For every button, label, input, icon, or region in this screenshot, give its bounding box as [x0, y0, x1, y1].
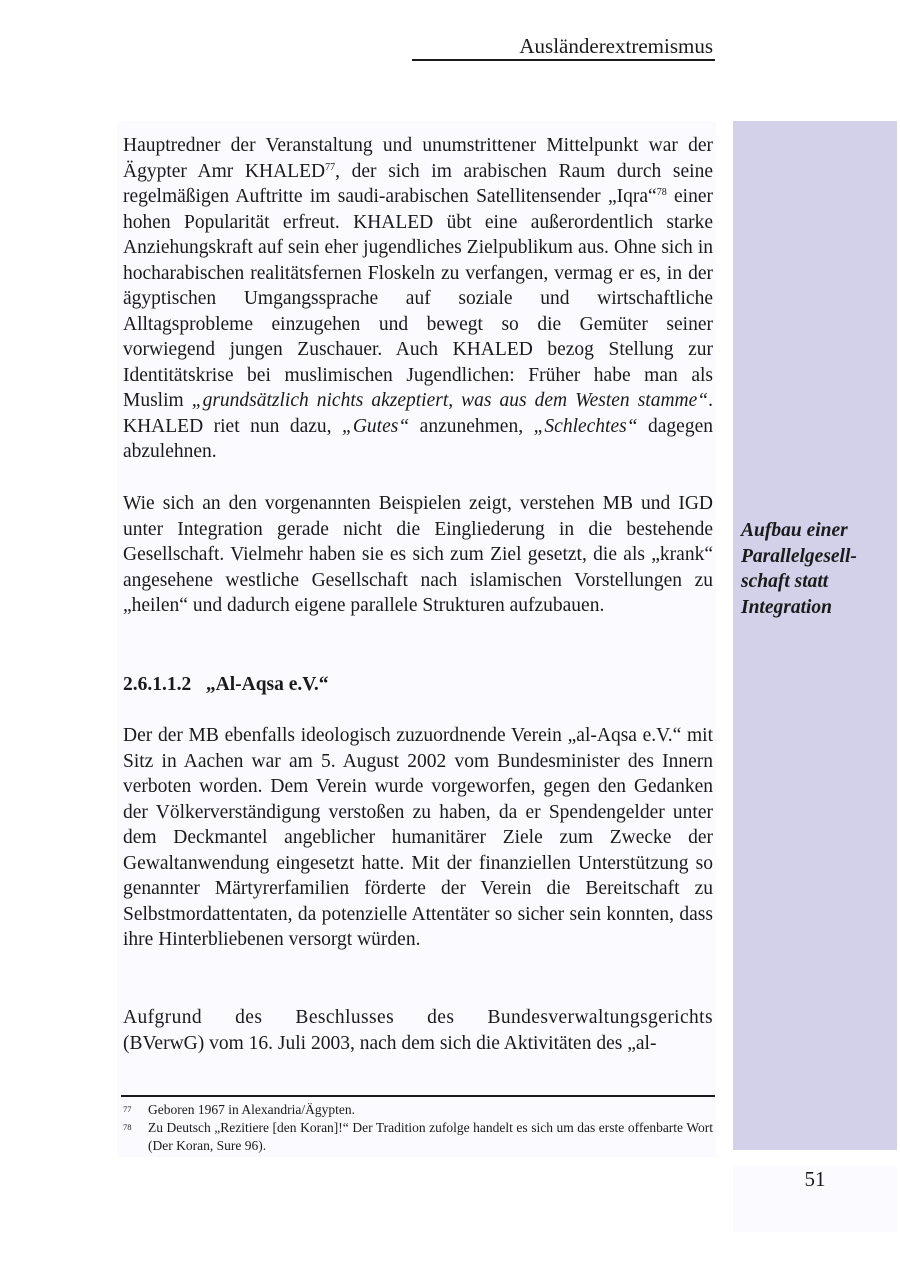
quote-italic: „Gutes“: [342, 415, 410, 437]
footnote-text: Geboren 1967 in Alexandria/Ägypten.: [148, 1102, 355, 1117]
footnote-rule: [121, 1095, 715, 1097]
paragraph-text: Hauptredner der Veranstaltung und unumstrittener Mittelpunkt war der Ägypter Amr KHALED: [123, 135, 713, 182]
paragraph-khaled: [123, 133, 713, 465]
paragraph-line: Aufgrund des Beschlusses des Bundesverwaltungsgerichts: [123, 1007, 713, 1028]
paragraph-text: . KHALED riet nun dazu,: [123, 390, 714, 437]
paragraph-al-aqsa: Der der MB ebenfalls ideologisch zuzuordnende Verein „al-Aqsa e.V.“ mit Sitz in Aachen war am 5. August 2002 vom Bundesminister des Innern verboten worden. Dem Verein wurde vorgeworfen, gegen den Gedanken der Völkerverständigung verstoßen zu haben, da er Spendengelder unter dem Deckmantel angeblicher humanitärer Ziele zum Zwecke der Gewaltanwendung eingesetzt hatte. Mit der finanziellen Unterstützung so genannter Märtyrerfamilien förderte der Verein die Bereitschaft zu Selbstmordattentaten, da potenzielle Attentäter so sicher sein konnten, dass ihre Hinterbliebenen versorgt würden.: [123, 725, 713, 950]
paragraph-line: (BVerwG) vom 16. Juli 2003, nach dem sich die Aktivitäten des „al-: [123, 1032, 657, 1054]
footnote-mark: 77: [123, 1104, 132, 1114]
paragraph-text: einer hohen Popularität erfreut. KHALED übt eine außerordentlich starke Anziehungskraft auf sein eher jugendliches Zielpublikum aus. Ohne sich in hocharabischen realitätsfernen Floskeln zu verfangen, vermag er es, in der ägyptischen Umgangssprache auf soziale und wirtschaftliche Alltagsprobleme einzugehen und bewegt so die Gemüter seiner vorwiegend jungen Zuschauer. Auch KHALED bezog Stellung zur Identitätskrise bei muslimischen Jugendlichen: Früher habe man als Muslim: [123, 186, 713, 411]
paragraph-bverwg: [123, 1005, 713, 1056]
footnotes: [123, 1101, 713, 1155]
paragraph-text: dagegen abzulehnen.: [123, 415, 713, 462]
paragraph-integration: Wie sich an den vorgenannten Beispielen zeigt, verstehen MB und IGD unter Integration gerade nicht die Eingliederung in die bestehende Gesellschaft. Vielmehr haben sie es sich zum Ziel gesetzt, die als „krank“ angesehene westliche Gesellschaft nach islamischen Vorstellungen zu „heilen“ und dadurch eigene parallele Strukturen aufzubauen.: [123, 493, 713, 616]
margin-note-line: schaft statt: [741, 571, 829, 592]
margin-note: [741, 518, 891, 620]
footnote-ref-77[interactable]: 77: [325, 161, 336, 173]
section-heading: 2.6.1.1.2 „Al-Aqsa e.V.“: [123, 674, 329, 695]
quote-italic: „Schlechtes“: [533, 415, 638, 437]
header-rule: [412, 59, 715, 61]
footnote-78: [123, 1119, 713, 1155]
margin-note-line: Parallelgesell-: [741, 545, 857, 567]
footnote-ref-78[interactable]: 78: [656, 187, 667, 198]
margin-note-panel: [733, 121, 897, 1150]
margin-note-line: Integration: [741, 596, 833, 618]
paragraph-text: anzunehmen,: [409, 415, 534, 437]
running-header-title: Ausländerextremismus: [519, 34, 713, 58]
footnote-mark: 78: [123, 1122, 132, 1132]
footnote-text: Zu Deutsch „Rezitiere [den Koran]!“ Der Tradition zufolge handelt es sich um das erste offenbarte Wort (Der Koran, Sure 96).: [148, 1120, 713, 1153]
footnote-77: [123, 1101, 713, 1119]
quote-italic: „grundsätzlich nichts akzeptiert, was aus dem Westen stamme“: [191, 390, 709, 411]
paragraph-text: , der sich im arabischen Raum durch seine regelmäßigen Auftritte im saudi-arabischen Satellitensender „Iqra“: [123, 160, 714, 207]
margin-note-line: Aufbau einer: [741, 520, 848, 541]
page-number: 51: [804, 1167, 826, 1191]
